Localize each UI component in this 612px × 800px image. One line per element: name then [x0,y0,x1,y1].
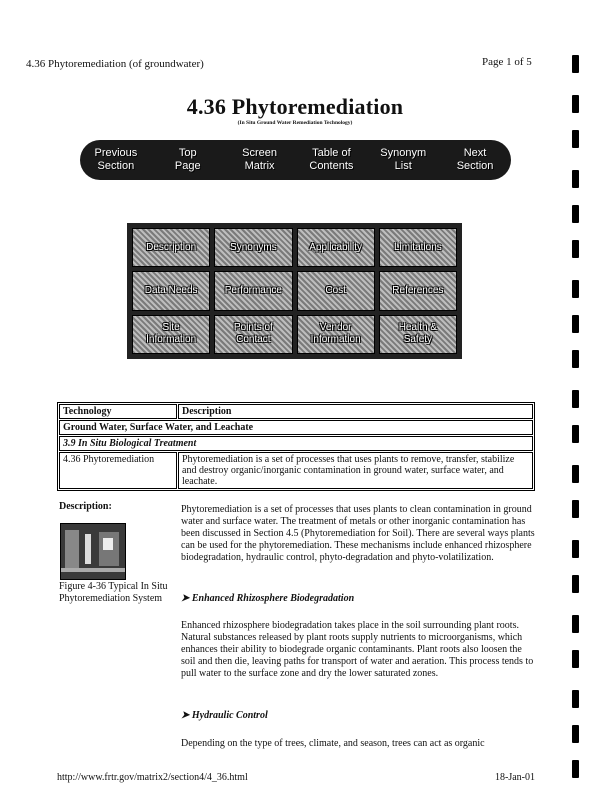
scan-margin-marks [572,55,580,795]
grid-health-safety[interactable]: Health & Safety [379,315,457,354]
category-row: 3.9 In Situ Biological Treatment [59,436,533,451]
grid-points-of-contact[interactable]: Points of Contact [214,315,292,354]
screen-matrix-button[interactable]: Screen Matrix [242,147,277,172]
paragraph-intro: Phytoremediation is a set of processes that uses plants to clean contamination in ground water and surface water. The treatment of metals or other inorganic contamination has been discussed in Section 4.5 (Phytoremediation for Soil). There are several ways plants can be used for the phytoremediation. These mechanisms include enhanced rhizosphere biodegradation, hydraulic control, phyto-degradation and phyto-volatilization. [181,504,535,563]
page-number: Page 1 of 5 [482,56,532,68]
table-header-description: Description [178,404,533,419]
grid-site-information[interactable]: Site Information [132,315,210,354]
tech-name-cell: 4.36 Phytoremediation [59,452,177,489]
grid-performance[interactable]: Performance [214,271,292,310]
page-header-left: 4.36 Phytoremediation (of groundwater) [26,58,204,70]
table-header-technology: Technology [59,404,177,419]
grid-synonyms[interactable]: Synonyms [214,228,292,267]
grid-applicability[interactable]: Applicability [297,228,375,267]
subheading-hydraulic-control: ➤ Hydraulic Control [181,710,268,721]
top-page-button[interactable]: Top Page [174,147,201,172]
page-url: http://www.frtr.gov/matrix2/section4/4_36.html [57,772,248,783]
figure-thumbnail[interactable] [60,523,126,580]
grid-cost[interactable]: Cost [297,271,375,310]
synonym-list-button[interactable]: Synonym List [380,147,427,172]
grid-vendor-information[interactable]: Vendor Information [297,315,375,354]
next-section-button[interactable]: Next Section [456,147,494,172]
media-row: Ground Water, Surface Water, and Leachate [59,420,533,435]
paragraph-hydraulic-control: Depending on the type of trees, climate, and season, trees can act as organic [181,738,485,749]
table-row [59,420,533,435]
figure-caption: Figure 4-36 Typical In Situ Phytoremediation System [59,581,168,604]
table-header-row [59,404,533,419]
page-title: 4.36 Phytoremediation [186,94,404,119]
tech-desc-cell: Phytoremediation is a set of processes that uses plants to remove, transfer, stabilize and destroy organic/inorganic contamination in ground water, surface water, and leachate. [178,452,533,489]
grid-limitations[interactable]: Limitations [379,228,457,267]
table-of-contents-button[interactable]: Table of Contents [309,147,354,172]
previous-section-button[interactable]: Previous Section [94,147,138,172]
topic-grid [127,223,462,359]
table-row [59,452,533,489]
grid-references[interactable]: References [379,271,457,310]
phytoremediation-diagram-icon [61,524,125,579]
grid-description[interactable]: Description [132,228,210,267]
paragraph-rhizosphere: Enhanced rhizosphere biodegradation takes place in the soil surrounding plant roots. Natural substances released by plant roots supply nutrients to microorganisms, which enhances their ability to biodegrade organic contaminants. Plant roots also loosen the soil and then die, leaving paths for transport of water and aeration. This process tends to pull water to the surface zone and dry the lower saturated zones. [181,620,534,679]
print-date: 18-Jan-01 [495,772,535,783]
subheading-rhizosphere: ➤ Enhanced Rhizosphere Biodegradation [181,593,355,604]
nav-bar [80,140,511,180]
description-label: Description: [59,501,112,512]
page-subtitle: (In Situ Ground Water Remediation Technology) [237,120,353,126]
grid-data-needs[interactable]: Data Needs [132,271,210,310]
technology-table [57,402,535,491]
table-row [59,436,533,451]
